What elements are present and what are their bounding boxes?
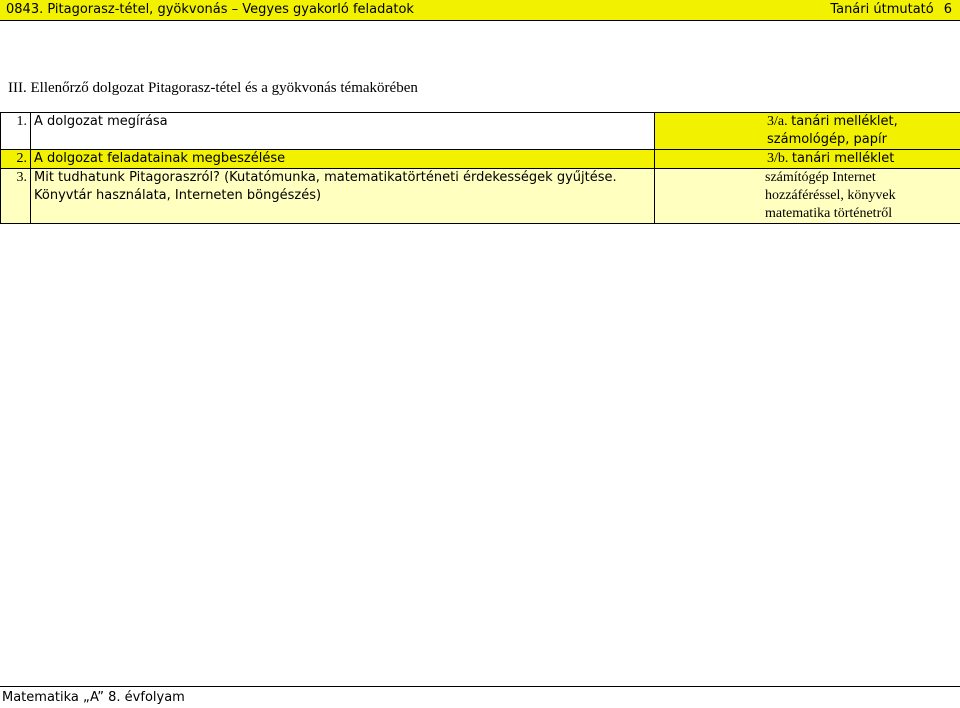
page-number: 6 [943, 2, 952, 17]
header-right [830, 2, 952, 17]
resource-line: számológép, papír [767, 132, 887, 147]
row-description [31, 113, 655, 150]
row-number: 2. [1, 150, 31, 169]
resource-line [767, 150, 960, 168]
row-resources [655, 150, 960, 169]
resource-text: tanári melléklet, [791, 114, 898, 129]
resource-line: matematika történetről [765, 206, 893, 221]
row-description [31, 150, 655, 169]
row-resources [655, 169, 960, 224]
table-row [1, 150, 960, 169]
row-description [31, 169, 655, 224]
page-footer: Matematika „A” 8. évfolyam [2, 690, 185, 705]
header-guide-label: Tanári útmutató [830, 2, 934, 17]
section-title: III. Ellenőrző dolgozat Pitagorasz-tétel és a gyökvonás témakörében [8, 80, 418, 96]
row-number: 1. [1, 113, 31, 150]
resource-prefix: 3/b. [767, 151, 789, 166]
header-title: 0843. Pitagorasz-tétel, gyökvonás – Vegyes gyakorló feladatok [6, 2, 414, 17]
description-line: A dolgozat feladatainak megbeszélése [34, 151, 286, 166]
resource-line: hozzáféréssel, könyvek [765, 188, 896, 203]
lesson-plan-table [0, 112, 960, 224]
page-header [0, 0, 960, 21]
row-resources [655, 113, 960, 150]
resource-line: számítógép Internet [765, 170, 876, 185]
table-row [1, 169, 960, 224]
resource-text: tanári melléklet [791, 151, 895, 166]
resource-prefix: 3/a. [767, 114, 788, 129]
description-line: Könyvtár használata, Interneten böngészés) [34, 188, 322, 203]
description-line: A dolgozat megírása [34, 114, 168, 129]
resource-line [767, 113, 960, 131]
footer-divider [0, 686, 960, 687]
row-number: 3. [1, 169, 31, 224]
description-line: Mit tudhatunk Pitagoraszról? (Kutatómunka, matematikatörténeti érdekességek gyűjtése. [34, 170, 617, 185]
table-row [1, 113, 960, 150]
